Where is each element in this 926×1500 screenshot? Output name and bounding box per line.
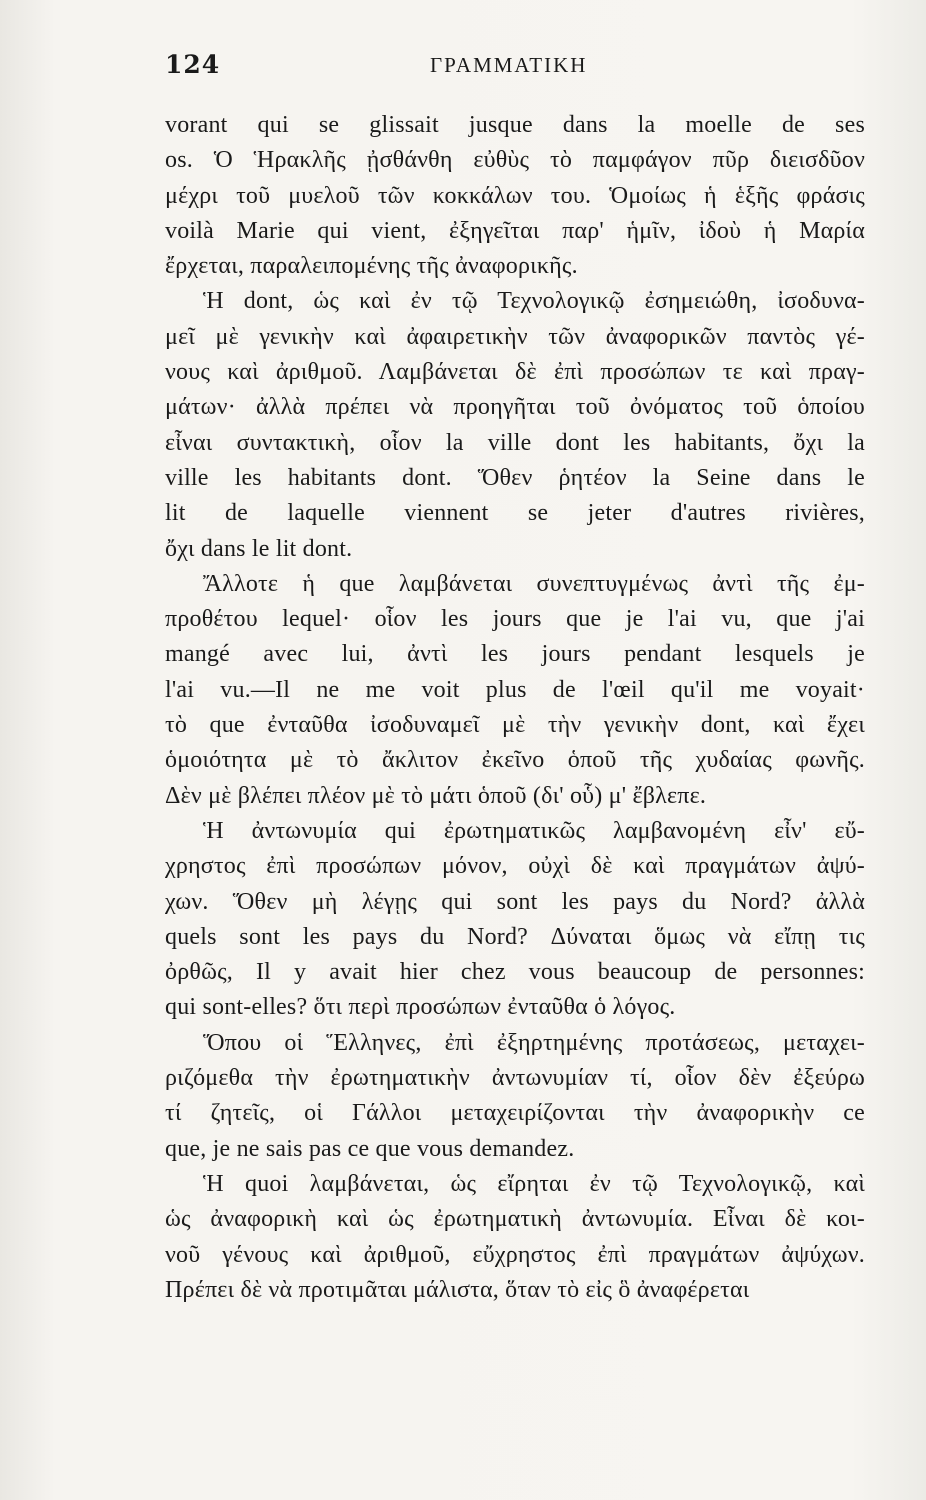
text-line: ριζόμεθα τὴν ἐρωτηματικὴν ἀντωνυμίαν τί, οἷον δὲν ἐξεύρω — [165, 1065, 865, 1092]
page-header — [165, 50, 865, 90]
text-line: Ἡ ἀντωνυμία qui ἐρωτηματικῶς λαμβανομένη εἶν' εὔ- — [203, 817, 865, 844]
text-line: μεῖ μὲ γενικὴν καὶ ἀφαιρετικὴν τῶν ἀναφορικῶν παντὸς γέ- — [165, 323, 865, 350]
text-line: os. Ὁ Ἡρακλῆς ᾐσθάνθη εὐθὺς τὸ παμφάγον πῦρ διεισδῦον — [165, 147, 865, 174]
running-title: ΓΡΑΜΜΑΤΙΚΗ — [430, 53, 588, 77]
text-line: ὄχι dans le lit dont. — [165, 535, 353, 562]
text-line: εἶναι συντακτικὴ, οἷον la ville dont les habitants, ὄχι la — [165, 429, 865, 456]
text-line: νους καὶ ἀριθμοῦ. Λαμβάνεται δὲ ἐπὶ προσώπων τε καὶ πραγ- — [165, 359, 865, 386]
text-line: Ὅπου οἱ Ἕλληνες, ἐπὶ ἐξηρτημένης προτάσεως, μεταχει- — [203, 1029, 865, 1056]
text-line: que, je ne sais pas ce que vous demandez. — [165, 1135, 575, 1162]
text-line: ὡς ἀναφορικὴ καὶ ὡς ἐρωτηματικὴ ἀντωνυμία. Εἶναι δὲ κοι- — [165, 1206, 865, 1233]
text-line: μάτων· ἀλλὰ πρέπει νὰ προηγῆται τοῦ ὀνόματος τοῦ ὁποίου — [165, 394, 865, 421]
text-line: ὀρθῶς, Il y avait hier chez vous beaucoup de personnes: — [165, 959, 865, 986]
text-line: vorant qui se glissait jusque dans la moelle de ses — [165, 112, 865, 138]
text-line: τί ζητεῖς, οἱ Γάλλοι μεταχειρίζονται τὴν ἀναφορικὴν ce — [165, 1100, 865, 1127]
text-line: μέχρι τοῦ μυελοῦ τῶν κοκκάλων του. Ὁμοίως ἡ ἑξῆς φράσις — [165, 182, 865, 209]
text-line: lit de laquelle viennent se jeter d'autres rivières, — [165, 500, 865, 527]
text-line: νοῦ γένους καὶ ἀριθμοῦ, εὔχρηστος ἐπὶ πραγμάτων ἀψύχων. — [165, 1241, 865, 1268]
text-line: τὸ que ἐνταῦθα ἰσοδυναμεῖ μὲ τὴν γενικὴν dont, καὶ ἔχει — [165, 712, 865, 739]
text-line: qui sont-elles? ὅτι περὶ προσώπων ἐνταῦθα ὁ λόγος. — [165, 994, 676, 1021]
page-number: 124 — [165, 50, 221, 79]
text-line: l'ai vu.—Il ne me voit plus de l'œil qu'il me voyait· — [165, 676, 865, 703]
text-line: ville les habitants dont. Ὅθεν ῥητέον la Seine dans le — [165, 464, 865, 491]
text-line: προθέτου lequel· οἷον les jours que je l'ai vu, que j'ai — [165, 606, 865, 633]
text-line: quels sont les pays du Nord? Δύναται ὅμως νὰ εἴπῃ τις — [165, 923, 865, 950]
text-line: mangé avec lui, ἀντὶ les jours pendant lesquels je — [165, 641, 865, 668]
text-line: Δὲν μὲ βλέπει πλέον μὲ τὸ μάτι ὁποῦ (δι' οὗ) μ' ἔβλεπε. — [165, 782, 707, 809]
text-line: Ἄλλοτε ἡ que λαμβάνεται συνεπτυγμένως ἀντὶ τῆς ἐμ- — [203, 570, 865, 597]
body-text — [165, 108, 865, 1308]
text-line: χων. Ὅθεν μὴ λέγῃς qui sont les pays du Nord? ἀλλὰ — [165, 888, 865, 915]
text-line: Ἡ quoi λαμβάνεται, ὡς εἴρηται ἐν τῷ Τεχνολογικῷ, καὶ — [203, 1170, 865, 1197]
text-line: ἔρχεται, παραλειπομένης τῆς ἀναφορικῆς. — [165, 253, 578, 280]
text-line: voilà Marie qui vient, ἐξηγεῖται παρ' ἡμῖν, ἰδοὺ ἡ Μαρία — [165, 217, 865, 244]
text-line: χρηστος ἐπὶ προσώπων μόνον, οὐχὶ δὲ καὶ πραγμάτων ἀψύ- — [165, 853, 865, 880]
text-line: Ἡ dont, ὡς καὶ ἐν τῷ Τεχνολογικῷ ἐσημειώθη, ἰσοδυνα- — [203, 288, 865, 315]
text-line: Πρέπει δὲ νὰ προτιμᾶται μάλιστα, ὅταν τὸ εἰς ὃ ἀναφέρεται — [165, 1276, 750, 1303]
text-line: ὁμοιότητα μὲ τὸ ἄκλιτον ἐκεῖνο ὁποῦ τῆς χυδαίας φωνῆς. — [165, 747, 865, 774]
